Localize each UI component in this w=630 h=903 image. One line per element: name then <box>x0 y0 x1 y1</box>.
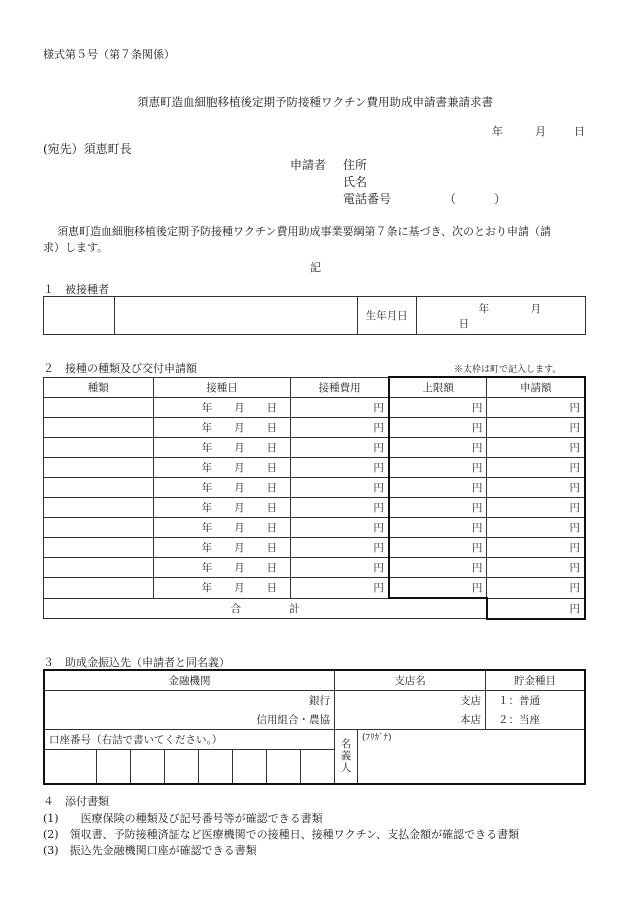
type-cell[interactable] <box>44 398 154 418</box>
cost-cell[interactable] <box>291 518 389 538</box>
row-month: 月 <box>234 562 245 574</box>
yen-unit: 円 <box>569 422 580 434</box>
yen-unit: 円 <box>373 482 384 494</box>
birth-day: 日 <box>458 317 470 330</box>
row-day: 日 <box>266 582 278 595</box>
coop-label: 信用組合・農協 <box>256 714 330 726</box>
request-cell[interactable] <box>487 418 585 438</box>
row-month: 月 <box>234 502 245 514</box>
yen-unit: 円 <box>569 442 580 454</box>
yen-unit: 円 <box>471 582 483 594</box>
row-year: 年 <box>201 542 213 554</box>
vaccination-row <box>44 458 586 478</box>
date-day: 日 <box>574 125 585 138</box>
holder-label-2: 義 <box>340 750 352 763</box>
yen-unit: 円 <box>373 402 384 414</box>
header-account-type: 貯金種目 <box>486 670 586 691</box>
phone-label: 電話番号 <box>343 192 392 206</box>
name-label: 氏名 <box>343 175 368 189</box>
cost-cell[interactable] <box>291 538 389 558</box>
date-cell[interactable] <box>153 498 291 518</box>
request-cell[interactable] <box>487 458 585 478</box>
section2-heading: ２ 接種の種類及び交付申請額 <box>43 362 197 375</box>
yen-unit: 円 <box>569 402 580 414</box>
total-amount-cell[interactable] <box>487 598 585 619</box>
vaccination-row <box>44 498 586 518</box>
holder-name-cell[interactable] <box>358 730 586 784</box>
vaccination-table <box>43 376 586 620</box>
bank-name-cell[interactable] <box>44 691 335 711</box>
type-cell[interactable] <box>44 418 154 438</box>
furigana-label: (ﾌﾘｶﾞﾅ) <box>362 733 392 743</box>
row-day: 日 <box>266 462 278 474</box>
branch-cell[interactable] <box>335 691 486 711</box>
request-cell[interactable] <box>487 398 585 418</box>
birth-date-cell[interactable] <box>416 297 585 335</box>
head-office-cell[interactable] <box>335 710 486 730</box>
row-year: 年 <box>201 442 213 454</box>
type-cell[interactable] <box>44 518 154 538</box>
yen-unit: 円 <box>471 482 483 494</box>
vaccination-row <box>44 438 586 458</box>
yen-unit: 円 <box>373 542 384 554</box>
row-month: 月 <box>234 402 245 414</box>
addressee: (宛先）須恵町長 <box>43 142 132 156</box>
request-cell[interactable] <box>487 518 585 538</box>
yen-unit: 円 <box>471 562 483 574</box>
phone-paren-open: （ <box>444 192 457 206</box>
header-date: 接種日 <box>153 377 291 398</box>
body-text-line1: 須恵町造血細胞移植後定期予防接種ワクチン費用助成事業要綱第７条に基づき、次のとおり申請（請 <box>57 225 552 238</box>
row-day: 日 <box>266 522 278 534</box>
row-year: 年 <box>201 482 213 494</box>
applicant-label: 申請者 <box>290 158 327 172</box>
holder-label-3: 人 <box>340 762 352 775</box>
account-digit-2[interactable] <box>97 750 131 784</box>
total-label-a: 合 <box>230 603 241 615</box>
type-cell[interactable] <box>44 558 154 578</box>
section2-note: ※太枠は町で記入します。 <box>454 365 562 375</box>
total-row <box>44 598 586 619</box>
account-digit-5[interactable] <box>199 750 233 784</box>
limit-cell[interactable] <box>389 498 487 518</box>
row-day: 日 <box>266 402 278 414</box>
yen-unit: 円 <box>373 562 384 574</box>
cost-cell[interactable] <box>291 558 389 578</box>
type-cell[interactable] <box>44 438 154 458</box>
request-cell[interactable] <box>487 538 585 558</box>
cost-cell[interactable] <box>291 398 389 418</box>
request-cell[interactable] <box>487 558 585 578</box>
type-cell[interactable] <box>44 458 154 478</box>
cost-cell[interactable] <box>291 578 389 599</box>
row-month: 月 <box>234 482 245 494</box>
ki-marker: 記 <box>310 261 321 274</box>
yen-unit: 円 <box>569 602 580 615</box>
cost-cell[interactable] <box>291 458 389 478</box>
account-digit-3[interactable] <box>131 750 165 784</box>
request-cell[interactable] <box>487 438 585 458</box>
yen-unit: 円 <box>569 542 580 554</box>
yen-unit: 円 <box>373 462 384 474</box>
limit-cell[interactable] <box>389 558 487 578</box>
date-cell[interactable] <box>153 518 291 538</box>
row-day: 日 <box>266 562 278 574</box>
type-current: ２：当座 <box>498 714 540 726</box>
header-limit: 上限額 <box>389 377 487 398</box>
vaccination-row <box>44 398 586 418</box>
header-type: 種類 <box>44 377 154 398</box>
branch-label: 支店 <box>460 695 481 707</box>
yen-unit: 円 <box>569 482 580 494</box>
row-day: 日 <box>266 482 278 494</box>
row-month: 月 <box>234 422 245 434</box>
row-day: 日 <box>266 442 278 454</box>
date-cell[interactable] <box>153 558 291 578</box>
phone-paren-close: ） <box>494 192 507 206</box>
request-cell[interactable] <box>487 498 585 518</box>
attachment-1: (1) 医療保険の種類及び記号番号等が確認できる書類 <box>43 812 323 825</box>
bank-label: 銀行 <box>309 695 330 707</box>
row-month: 月 <box>234 542 245 554</box>
yen-unit: 円 <box>373 582 384 595</box>
header-bank: 金融機関 <box>44 670 335 691</box>
yen-unit: 円 <box>569 582 580 595</box>
address-label: 住所 <box>343 158 368 172</box>
vaccination-row <box>44 518 586 538</box>
type-normal: １：普通 <box>498 695 540 707</box>
row-day: 日 <box>266 502 278 514</box>
limit-cell[interactable] <box>389 478 487 498</box>
yen-unit: 円 <box>569 522 580 534</box>
row-year: 年 <box>201 522 213 534</box>
row-year: 年 <box>201 582 213 595</box>
account-digit-7[interactable] <box>267 750 301 784</box>
date-month: 月 <box>535 125 546 138</box>
section1-heading: １ 被接種者 <box>43 283 109 296</box>
account-digit-6[interactable] <box>233 750 267 784</box>
date-year: 年 <box>492 125 503 138</box>
row-month: 月 <box>234 442 245 454</box>
section4-heading: ４ 添付書類 <box>43 795 109 808</box>
coop-cell[interactable] <box>44 710 335 730</box>
yen-unit: 円 <box>373 442 384 454</box>
header-request: 申請額 <box>487 377 585 398</box>
limit-cell[interactable] <box>389 578 487 599</box>
bank-table <box>43 669 586 785</box>
row-year: 年 <box>201 562 213 574</box>
vaccination-row <box>44 578 586 599</box>
type-cell[interactable] <box>44 478 154 498</box>
vaccination-row <box>44 478 586 498</box>
row-year: 年 <box>201 402 213 414</box>
date-cell[interactable] <box>153 418 291 438</box>
yen-unit: 円 <box>471 442 483 454</box>
cost-cell[interactable] <box>291 438 389 458</box>
body-text-line2: 求）します。 <box>43 241 109 254</box>
limit-cell[interactable] <box>389 418 487 438</box>
yen-unit: 円 <box>471 502 483 514</box>
attachment-3: (3) 振込先金融機関口座が確認できる書類 <box>43 844 257 857</box>
birth-year: 年 <box>478 302 490 315</box>
yen-unit: 円 <box>471 402 483 414</box>
total-label <box>44 598 487 619</box>
yen-unit: 円 <box>569 462 580 474</box>
account-digit-1[interactable] <box>44 750 97 784</box>
cost-cell[interactable] <box>291 498 389 518</box>
attachment-2: (2) 領収書、予防接種済証など医療機関での接種日、接種ワクチン、支払金額が確認できる書類 <box>43 828 520 841</box>
holder-label <box>335 730 358 784</box>
row-month: 月 <box>234 582 245 595</box>
yen-unit: 円 <box>471 422 483 434</box>
recipient-name-cell[interactable] <box>115 297 357 335</box>
vaccination-row <box>44 418 586 438</box>
total-label-b: 計 <box>288 603 300 615</box>
recipient-table <box>43 296 586 335</box>
yen-unit: 円 <box>471 522 483 534</box>
row-day: 日 <box>266 422 278 434</box>
date-cell[interactable] <box>153 478 291 498</box>
section3-heading: ３ 助成金振込先（申請者と同名義） <box>43 656 230 669</box>
limit-cell[interactable] <box>389 538 487 558</box>
type-cell[interactable] <box>44 578 154 599</box>
yen-unit: 円 <box>373 502 384 514</box>
type2-cell[interactable] <box>486 710 586 730</box>
type1-cell[interactable] <box>486 691 586 711</box>
yen-unit: 円 <box>471 542 483 554</box>
form-title: 須恵町造血細胞移植後定期予防接種ワクチン費用助成申請書兼請求書 <box>137 95 493 109</box>
request-cell[interactable] <box>487 478 585 498</box>
vaccination-row <box>44 538 586 558</box>
limit-cell[interactable] <box>389 458 487 478</box>
header-branch: 支店名 <box>335 670 486 691</box>
holder-label-1: 名 <box>340 738 352 751</box>
account-digit-4[interactable] <box>165 750 199 784</box>
row-day: 日 <box>266 542 278 554</box>
recipient-cell-1[interactable] <box>44 297 115 335</box>
limit-cell[interactable] <box>389 398 487 418</box>
date-cell[interactable] <box>153 578 291 599</box>
header-cost: 接種費用 <box>291 377 389 398</box>
row-year: 年 <box>201 422 213 434</box>
cost-cell[interactable] <box>291 418 389 438</box>
limit-cell[interactable] <box>389 518 487 538</box>
yen-unit: 円 <box>569 562 580 574</box>
limit-cell[interactable] <box>389 438 487 458</box>
request-cell[interactable] <box>487 578 585 599</box>
account-label: 口座番号（右詰で書いてください。） <box>44 730 335 750</box>
birth-label: 生年月日 <box>357 297 416 335</box>
date-cell[interactable] <box>153 458 291 478</box>
date-cell[interactable] <box>153 398 291 418</box>
vaccination-row <box>44 558 586 578</box>
row-month: 月 <box>234 462 245 474</box>
date-cell[interactable] <box>153 438 291 458</box>
birth-month: 月 <box>530 302 541 315</box>
yen-unit: 円 <box>373 522 384 534</box>
row-year: 年 <box>201 502 213 514</box>
yen-unit: 円 <box>471 462 483 474</box>
row-year: 年 <box>201 462 213 474</box>
yen-unit: 円 <box>569 502 580 514</box>
cost-cell[interactable] <box>291 478 389 498</box>
form-number: 様式第５号（第７条関係） <box>43 48 175 61</box>
type-cell[interactable] <box>44 498 154 518</box>
yen-unit: 円 <box>373 422 384 434</box>
type-cell[interactable] <box>44 538 154 558</box>
head-office-label: 本店 <box>460 714 481 726</box>
account-digit-8[interactable] <box>301 750 335 784</box>
row-month: 月 <box>234 522 245 534</box>
date-cell[interactable] <box>153 538 291 558</box>
